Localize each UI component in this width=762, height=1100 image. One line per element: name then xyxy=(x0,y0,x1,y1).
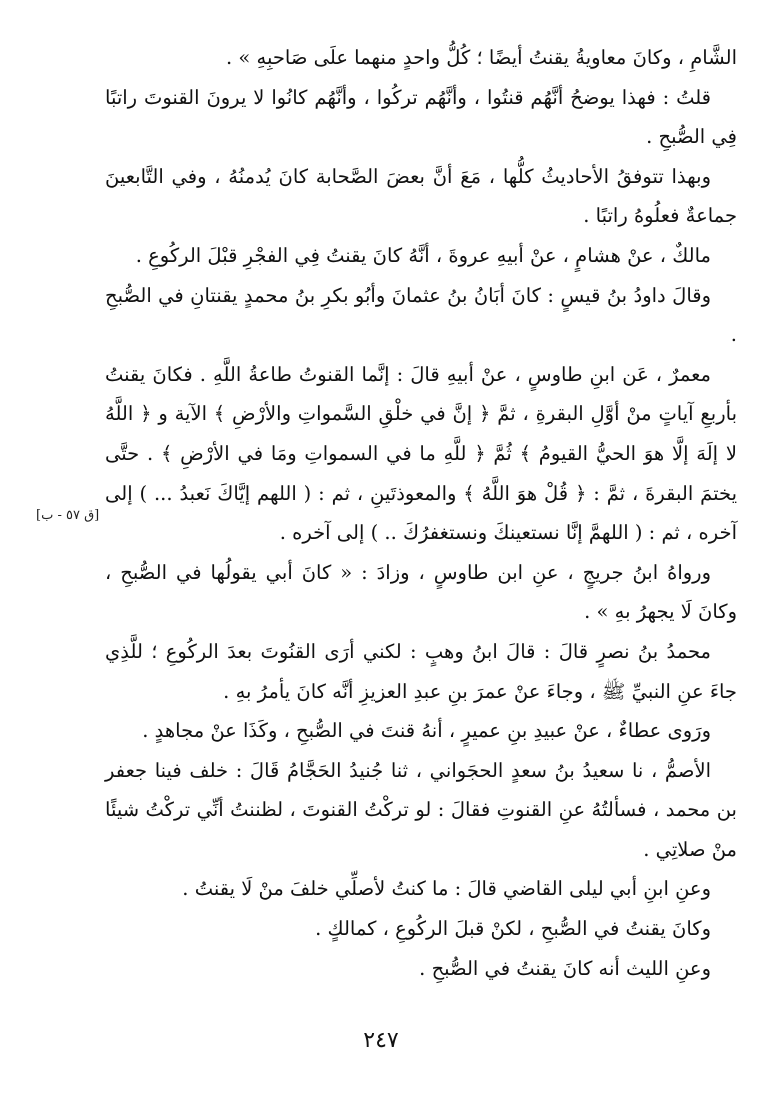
manuscript-folio-note: [ق ٥٧ - ب] xyxy=(36,508,100,523)
paragraph-reconciliation: وبهذا تتوفقُ الأحاديثُ كلُّها ، مَعَ أنَّ بعضَ الصَّحابة كانَ يُدمنُهُ ، وفي التَّابعينَ جماعةٌ فعلُوهُ راتبًا . xyxy=(105,164,737,228)
page-number: ٢٤٧ xyxy=(363,1028,399,1053)
paragraph-qunut-before-ruku: وكانَ يقنتُ في الصُّبحِ ، لكنْ قبلَ الركُوعِ ، كمالكٍ . xyxy=(315,917,711,941)
paragraph-malik: مالكٌ ، عنْ هشامٍ ، عنْ أبيهِ عروةَ ، أنَّهُ كانَ يقنتُ فِي الفجْرِ قبْلَ الركُوعِ . xyxy=(135,243,711,267)
paragraph-layth: وعنِ الليث أنه كانَ يقنتُ في الصُّبحِ . xyxy=(419,956,711,980)
paragraph-asamm: الأصمُّ ، نا سعيدُ بنُ سعدٍ الحجَواني ، ثنا جُنيدُ الحَجَّامُ قَالَ : خلف فينا جعفر بن محمد ، فسألتُهُ عنِ القنوتِ فقالَ : لو تركْتُ القنوتَ ، لظننتُ أنِّي تركْتُ شيئًا منْ صلاتِي . xyxy=(105,758,737,861)
paragraph-author-comment: قلتُ : فهذا يوضحُ أنَّهُم قنتُوا ، وأنَّهُم تركُوا ، وأنَّهُم كانُوا لا يرونَ القنوتَ راتبًا فِي الصُّبحِ . xyxy=(105,85,737,149)
paragraph-ata: ورَوى عطاءٌ ، عنْ عبيدِ بنِ عميرٍ ، أنهُ قنتَ في الصُّبحِ ، وكَذَا عنْ مجاهدٍ . xyxy=(142,719,711,743)
paragraph-dawud: وقالَ داودُ بنُ قيسٍ : كانَ أبَانُ بنُ عثمانَ وأبُو بكرِ بنُ محمدٍ يقنتانِ في الصُّبحِ . xyxy=(105,283,737,347)
paragraph-continuation: الشَّامِ ، وكانَ معاويةُ يقنتُ أيضًا ؛ كُلُّ واحدٍ منهما علَى صَاحبِهِ » . xyxy=(226,46,737,69)
paragraph-ibn-jurayj: ورواهُ ابنُ جريجٍ ، عنِ ابن طاوسٍ ، وزادَ : « كانَ أبي يقولُها في الصُّبحِ ، وكانَ لَا يجهرُ بهِ » . xyxy=(105,560,737,624)
body-text xyxy=(105,38,737,988)
paragraph-ibn-abi-layla: وعنِ ابنِ أبي ليلى القاضي قالَ : ما كنتُ لأصلِّي خلفَ منْ لَا يقنتُ . xyxy=(182,877,711,901)
paragraph-ibn-nasr: محمدُ بنُ نصرٍ قالَ : قالَ ابنُ وهبٍ : لكني أرَى القنُوتَ بعدَ الركُوعِ ؛ للَّذِي جاءَ عنِ النبيِّ ﷺ ، وجاءَ عنْ عمرَ بنِ عبدِ العزيزِ أنَّه كانَ يأمرُ بهِ . xyxy=(105,639,737,703)
paragraph-mamar: معمرٌ ، عَن ابنِ طاوسٍ ، عنْ أبيهِ قالَ : إنَّما القنوتُ طاعةُ اللَّهِ . فكانَ يقنتُ بأربعِ آياتٍ منْ أوَّلِ البقرةِ ، ثمَّ ﴿ إنَّ في خلْقِ السَّمواتِ والأرْضِ ﴾ الآية و ﴿ اللَّهُ لا إلَهَ إلَّا هوَ الحيُّ القيومُ ﴾ ثُمَّ ﴿ للَّهِ ما في السمواتِ ومَا في الأرْضِ ﴾ . حتَّى يختمَ البقرةَ ، ثمَّ : ﴿ قُلْ هوَ اللَّهُ ﴾ والمعوذتَينِ ، ثم : ( اللهم إيَّاكَ نَعبدُ ... ) إلى آخره ، ثم : ( اللهمَّ إنَّا نستعينكَ ونستغفرُكَ .. ) إلى آخره . xyxy=(105,362,737,545)
